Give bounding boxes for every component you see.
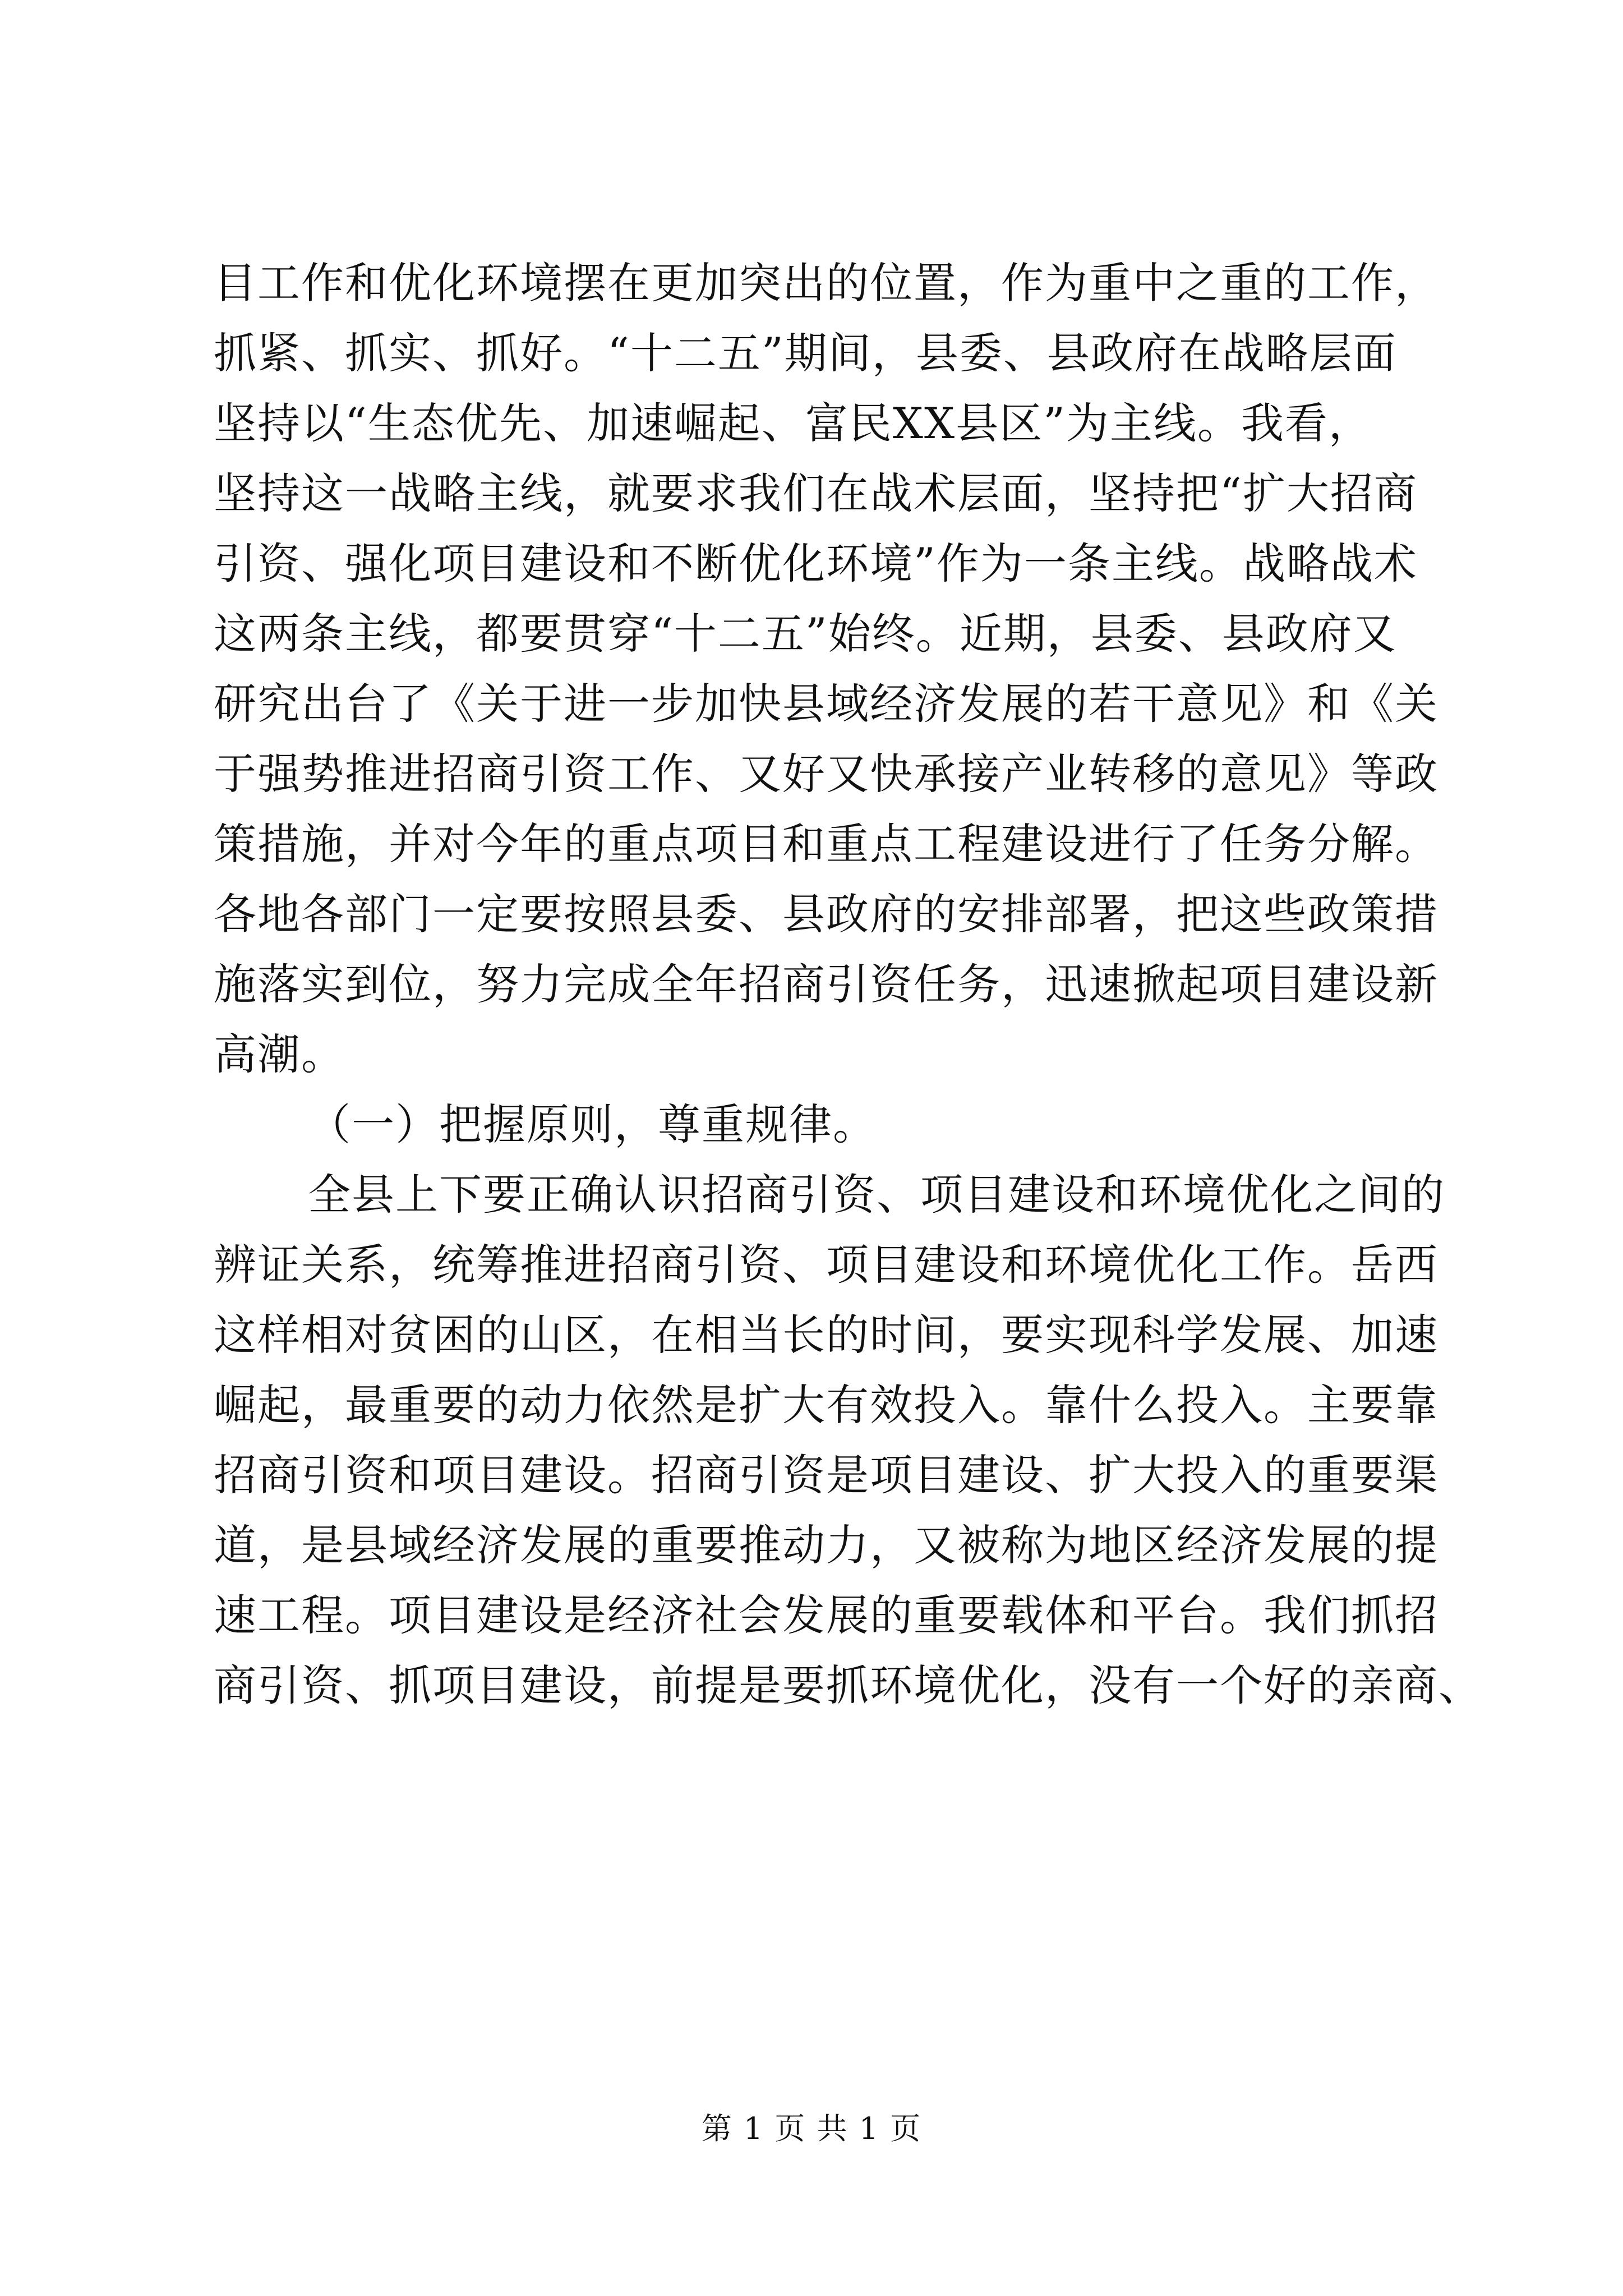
body-line: 策措施，并对今年的重点项目和重点工程建设进行了任务分解。 xyxy=(214,819,1438,869)
body-line: 道，是县域经济发展的重要推动力，又被称为地区经济发展的提 xyxy=(214,1520,1438,1570)
body-line: 施落实到位，努力完成全年招商引资任务，迅速掀起项目建设新 xyxy=(214,959,1438,1009)
body-line: 坚持以“生态优先、加速崛起、富民XX县区”为主线。我看， xyxy=(214,398,1372,448)
body-line: 目工作和优化环境摆在更加突出的位置，作为重中之重的工作， xyxy=(214,258,1438,308)
body-line: 引资、强化项目建设和不断优化环境”作为一条主线。战略战术 xyxy=(214,539,1418,588)
document-body xyxy=(214,248,1482,1720)
page-number: 第 1 页 共 1 页 xyxy=(701,2111,922,2146)
body-line: 坚持这一战略主线，就要求我们在战术层面，坚持把“扩大招商 xyxy=(214,468,1418,518)
body-line: 速工程。项目建设是经济社会发展的重要载体和平台。我们抓招 xyxy=(214,1590,1438,1640)
body-line: 于强势推进招商引资工作、又好又快承接产业转移的意见》等政 xyxy=(214,749,1438,799)
body-line: 这两条主线，都要贯穿“十二五”始终。近期，县委、县政府又 xyxy=(214,609,1397,659)
body-line: 这样相对贫困的山区，在相当长的时间，要实现科学发展、加速 xyxy=(214,1310,1438,1360)
body-line: 招商引资和项目建设。招商引资是项目建设、扩大投入的重要渠 xyxy=(214,1450,1438,1500)
body-line: 高潮。 xyxy=(214,1029,345,1079)
page-footer xyxy=(0,2109,1623,2148)
body-line: 商引资、抓项目建设，前提是要抓环境优化，没有一个好的亲商、 xyxy=(214,1660,1482,1710)
body-line: 抓紧、抓实、抓好。“十二五”期间，县委、县政府在战略层面 xyxy=(214,328,1397,378)
paragraph-first-line: 全县上下要正确认识招商引资、项目建设和环境优化之间的 xyxy=(308,1170,1445,1220)
section-heading: （一）把握原则，尊重规律。 xyxy=(308,1099,877,1149)
body-line: 辨证关系，统筹推进招商引资、项目建设和环境优化工作。岳西 xyxy=(214,1240,1438,1290)
body-line: 各地各部门一定要按照县委、县政府的安排部署，把这些政策措 xyxy=(214,889,1438,939)
body-line: 崛起，最重要的动力依然是扩大有效投入。靠什么投入。主要靠 xyxy=(214,1380,1438,1430)
body-line: 研究出台了《关于进一步加快县域经济发展的若干意见》和《关 xyxy=(214,679,1438,729)
